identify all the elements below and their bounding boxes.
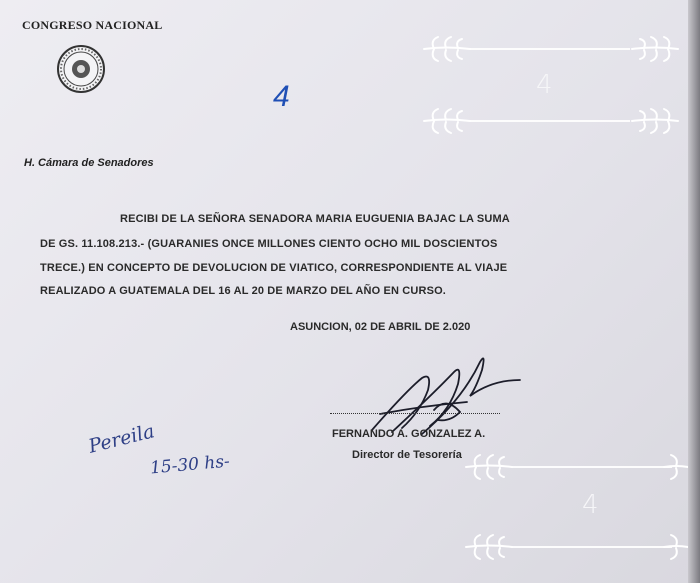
body-line: TRECE.) EN CONCEPTO DE DEVOLUCION DE VIATICO, CORRESPONDIENTE AL VIAJE <box>40 262 508 274</box>
decoration-line <box>470 48 630 50</box>
addressee: H. Cámara de Senadores <box>24 157 154 169</box>
leaf-ornament-icon <box>420 106 472 136</box>
leaf-ornament-icon <box>462 532 514 562</box>
corner-number-top: 4 <box>536 70 553 100</box>
body-line: REALIZADO A GUATEMALA DEL 16 AL 20 DE MARZO DEL AÑO EN CURSO. <box>40 285 446 297</box>
signature-line <box>330 413 500 414</box>
leaf-ornament-icon <box>462 452 514 482</box>
signer-title: Director de Tesorería <box>352 449 462 461</box>
handwritten-name: Pereila <box>86 420 157 458</box>
organization-title: CONGRESO NACIONAL <box>22 18 163 32</box>
leaf-ornament-icon <box>662 452 690 482</box>
corner-number-bottom: 4 <box>582 490 599 520</box>
body-line: DE GS. 11.108.213.- (GUARANIES ONCE MILLONES CIENTO OCHO MIL DOSCIENTOS <box>40 238 498 250</box>
handwritten-time: 15-30 hs- <box>149 451 231 479</box>
decoration-bottom-right <box>462 448 690 573</box>
body-line: RECIBI DE LA SEÑORA SENADORA MARIA EUGUENIA BAJAC LA SUMA <box>120 213 510 225</box>
leaf-ornament-icon <box>662 532 690 562</box>
leaf-ornament-icon <box>630 34 682 64</box>
decoration-line <box>470 120 630 122</box>
leaf-ornament-icon <box>420 34 472 64</box>
document-date: ASUNCION, 02 DE ABRIL DE 2.020 <box>290 321 471 333</box>
decoration-top-right <box>420 28 685 138</box>
decoration-line <box>512 546 672 548</box>
decoration-line <box>512 466 672 468</box>
seal-icon <box>56 44 106 99</box>
page-number: 4 <box>273 80 290 113</box>
signer-name: FERNANDO A. GONZALEZ A. <box>332 428 486 440</box>
page-edge-shadow <box>688 0 700 583</box>
leaf-ornament-icon <box>630 106 682 136</box>
